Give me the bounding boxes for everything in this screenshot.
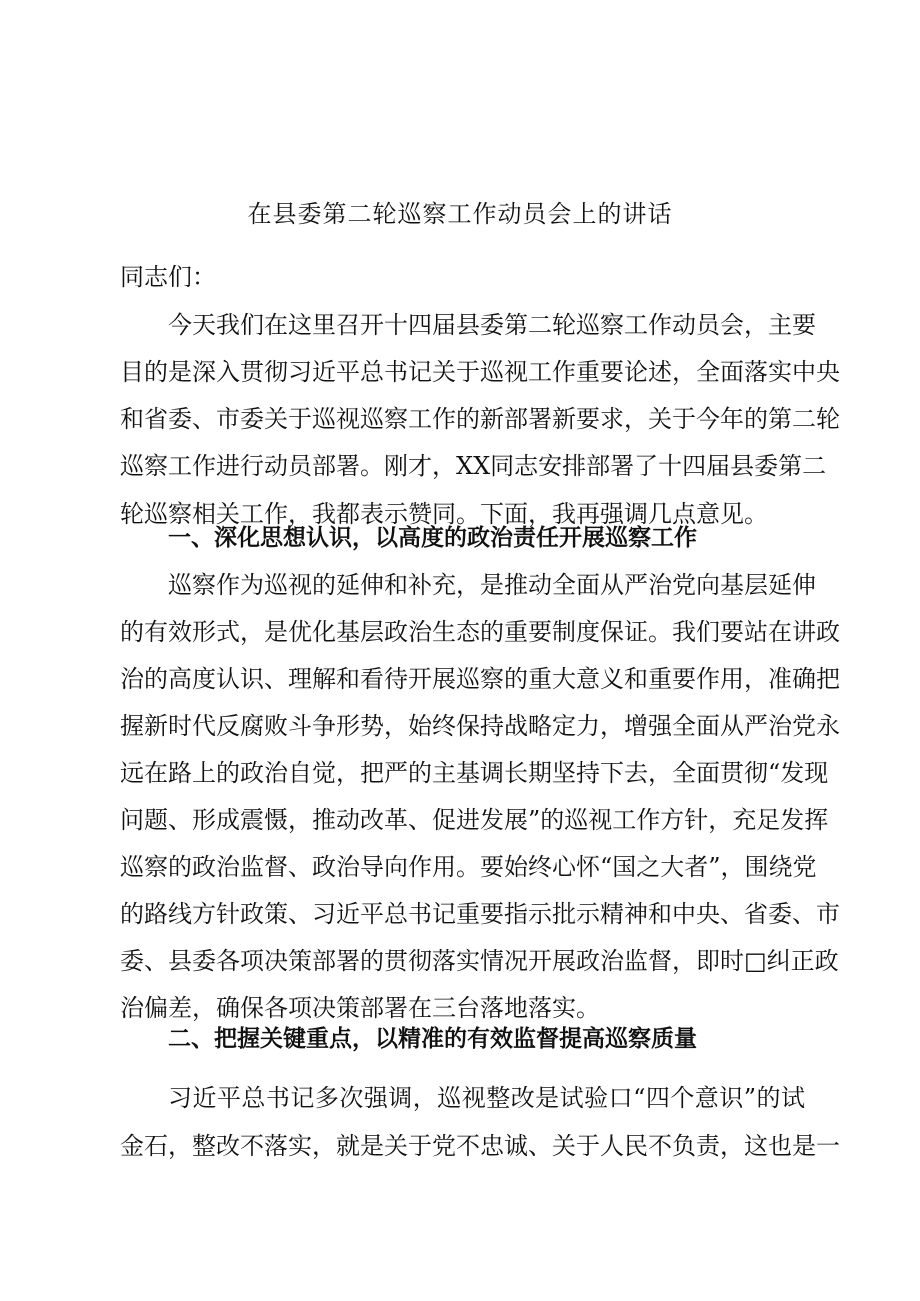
paragraph-line: 治的高度认识、理解和看待开展巡察的重大意义和重要作用，准确把: [120, 665, 840, 693]
paragraph-line: 金石，整改不落实，就是关于党不忠诚、关于人民不负责，这也是一: [120, 1132, 840, 1160]
paragraph-line: 巡察的政治监督、政治导向作用。要始终心怀“国之大者”，围绕党: [120, 853, 817, 881]
paragraph-line: 巡察工作进行动员部署。刚才，XX同志安排部署了十四届县委第二: [120, 452, 827, 480]
paragraph-line: 委、县委各项决策部署的贯彻落实情况开展政治监督，即时□纠正政: [120, 947, 839, 975]
paragraph-line: 治偏差，确保各项决策部署在三台落地落实。: [120, 994, 600, 1022]
paragraph-line: 的有效形式，是优化基层政治生态的重要制度保证。我们要站在讲政: [120, 618, 840, 646]
speech-title: 在县委第二轮巡察工作动员会上的讲话: [247, 200, 673, 228]
paragraph-line: 握新时代反腐败斗争形势，始终保持战略定力，增强全面从严治党永: [120, 712, 840, 740]
paragraph-line: 习近平总书记多次强调，巡视整改是试验口“四个意识”的试: [168, 1084, 805, 1112]
paragraph-line: 和省委、市委关于巡视巡察工作的新部署新要求，关于今年的第二轮: [120, 405, 840, 433]
paragraph-line: 远在路上的政治自觉，把严的主基调长期坚持下去，全面贯彻“发现: [120, 759, 829, 787]
paragraph-line: 巡察作为巡视的延伸和补充，是推动全面从严治党向基层延伸: [168, 571, 816, 599]
paragraph-line: 目的是深入贯彻习近平总书记关于巡视工作重要论述，全面落实中央: [120, 358, 840, 386]
paragraph-line: 的路线方针政策、习近平总书记重要指示批示精神和中央、省委、市: [120, 900, 840, 928]
paragraph-line: 今天我们在这里召开十四届县委第二轮巡察工作动员会，主要: [168, 311, 816, 339]
paragraph-line: 轮巡察相关工作，我都表示赞同。下面，我再强调几点意见。: [120, 500, 768, 528]
section-heading-2: 二、把握关键重点，以精准的有效监督提高巡察质量: [168, 1026, 697, 1052]
salutation: 同志们：: [120, 263, 216, 291]
section-heading-1: 一、深化思想认识，以高度的政治责任开展巡察工作: [168, 525, 697, 551]
paragraph-line: 问题、形成震慑，推动改革、促进发展”的巡视工作方针，充足发挥: [120, 806, 829, 834]
